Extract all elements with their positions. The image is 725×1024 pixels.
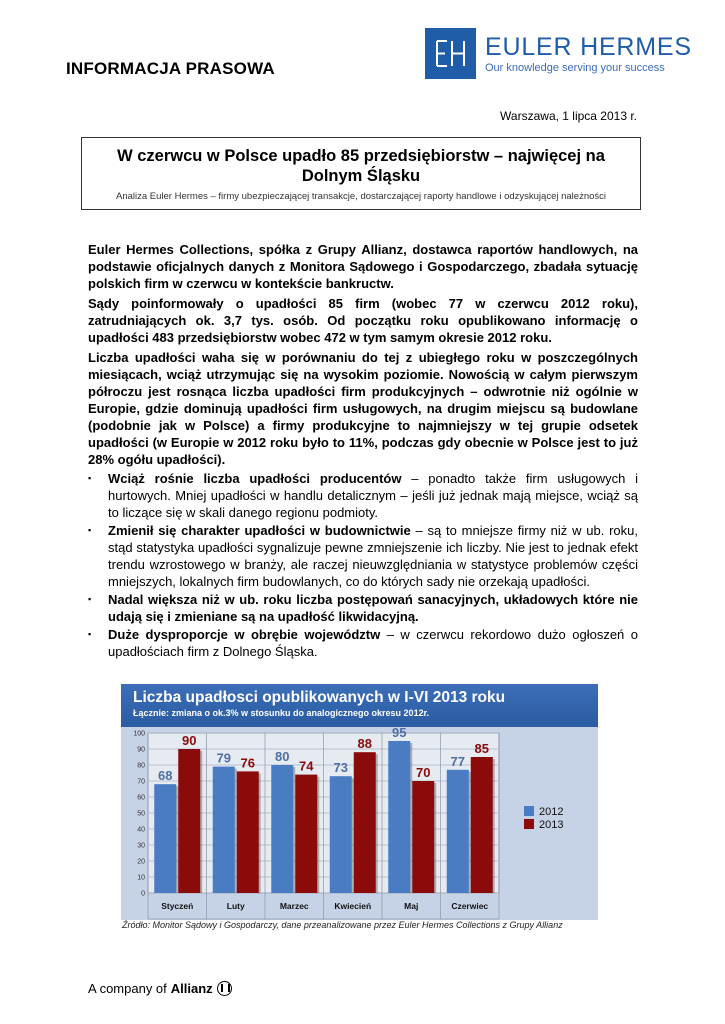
data-label: 74 xyxy=(299,758,314,774)
paragraph-stats: Sądy poinformowały o upadłości 85 firm (wobec 77 w czerwcu 2012 roku), zatrudniających ok. 3,7 tys. osób. Od początku roku opublikowano informację o upadłości 483 przedsiębiorstw wobec 472 w tym samym okresie 2012 roku. xyxy=(88,296,638,345)
bar-2013 xyxy=(237,771,259,893)
bankruptcy-chart xyxy=(121,684,598,920)
bar-2012 xyxy=(213,767,235,893)
y-tick-label: 60 xyxy=(137,794,145,802)
legend-label: 2012 xyxy=(539,806,564,818)
headline-box xyxy=(81,137,641,210)
list-item: ▪ Zmienił się charakter upadłości w budownictwie – są to mniejsze firmy niż w ub. roku, stąd statystyka upadłości sygnalizuje pewne zmniejszenie ich liczby. Nie jest to jednak efekt trendu wzrostowego w branży, ale raczej nieuwzględniania w statystyce problemów części mniejszych, lokalnych firm budowlanych, co do których sady nie orzekają upadłości. xyxy=(88,522,638,590)
y-tick-label: 50 xyxy=(137,810,145,818)
euler-hermes-logo xyxy=(425,28,692,79)
headline-subtitle: Analiza Euler Hermes – firmy ubezpieczającej transakcje, dostarczającej raporty handlowe i odzyskującej należności xyxy=(115,191,606,202)
paragraph-analysis: Liczba upadłości waha się w porównaniu do tej z ubiegłego roku w poszczególnych miesiącach, wciąż utrzymując się na wysokim poziomie. Nowością w całym pierwszym półroczu jest rosnąca liczba upadłości firm produkcyjnych – odwrotnie niż ogólnie w Europie, gdzie dominują upadłości firm usługowych, na drugim miejscu są budowlane (podobnie jak w Polsce) a firmy produkcyjne to najmniejszy w tej grupie odsetek upadłości (w Europie w 2012 roku było to 11%, podczas gdy obecnie w Polsce jest to już 28% ogółu upadłości). xyxy=(88,350,638,467)
bar-2012 xyxy=(154,784,176,893)
x-tick-label: Luty xyxy=(226,901,245,911)
eh-logo-mark-icon xyxy=(425,28,476,79)
key-points-list xyxy=(88,470,638,661)
chart-title: Liczba upadłosci opublikowanych w I-VI 2013 roku xyxy=(133,689,506,706)
allianz-logo-icon xyxy=(217,981,232,996)
bar-2012 xyxy=(271,765,293,893)
paragraph-intro: Euler Hermes Collections, spółka z Grupy Allianz, dostawca raportów handlowych, na podstawie oficjalnych danych z Monitora Sądowego i Gospodarczego, zbadała sytuację polskich firm w czerwcu w kontekście bankructw. xyxy=(88,242,638,291)
bar-2012 xyxy=(388,741,410,893)
source-note: Źródło: Monitor Sądowy i Gospodarczy, dane przeanalizowane przez Euler Hermes Collections z Grupy Allianz xyxy=(122,920,563,930)
data-label: 77 xyxy=(450,753,465,769)
list-item: ▪ Wciąż rośnie liczba upadłości producentów – ponadto także firm usługowych i hurtowych. Mniej upadłości w handlu detalicznym – jeśli już jednak mają miejsce, wciąż są to liczące się w skali danego regionu podmioty. xyxy=(88,470,638,521)
data-label: 76 xyxy=(240,755,255,771)
bar-2013 xyxy=(178,749,200,893)
x-tick-label: Marzec xyxy=(279,901,309,911)
logo-name: EULER HERMES xyxy=(485,32,692,61)
y-tick-label: 70 xyxy=(137,778,145,786)
y-tick-label: 0 xyxy=(141,890,145,898)
bar-2013 xyxy=(295,775,317,893)
list-item: ▪ Nadal większa niż w ub. roku liczba postępowań sanacyjnych, układowych które nie udają się i zmieniane są na upadłość likwidacyjną. xyxy=(88,591,638,625)
headline-title: W czerwcu w Polsce upadło 85 przedsiębiorstw – najwięcej na Dolnym Śląsku xyxy=(117,147,605,185)
bar-2012 xyxy=(330,776,352,893)
y-tick-label: 10 xyxy=(137,874,145,882)
x-tick-label: Styczeń xyxy=(161,901,194,911)
x-tick-label: Maj xyxy=(404,901,419,911)
release-date: Warszawa, 1 lipca 2013 r. xyxy=(500,109,637,123)
footer-prefix: A company of xyxy=(88,981,167,996)
chart-subtitle: Łącznie: zmiana o ok.3% w stosunku do analogicznego okresu 2012r. xyxy=(133,708,430,718)
data-label: 95 xyxy=(392,727,407,740)
legend-label: 2013 xyxy=(539,819,564,831)
y-tick-label: 40 xyxy=(137,826,145,834)
y-tick-label: 30 xyxy=(137,842,145,850)
data-label: 80 xyxy=(275,749,290,764)
bar-2012 xyxy=(447,770,469,893)
data-label: 70 xyxy=(416,765,431,780)
legend-swatch-2012 xyxy=(524,806,534,816)
chart-header xyxy=(121,684,598,727)
bar-2013 xyxy=(354,752,376,893)
footer-brand: Allianz xyxy=(170,981,213,996)
y-tick-label: 80 xyxy=(137,762,145,770)
y-tick-label: 20 xyxy=(137,858,145,866)
press-release-label: INFORMACJA PRASOWA xyxy=(66,59,275,78)
y-tick-label: 90 xyxy=(137,746,145,754)
data-label: 73 xyxy=(333,760,348,776)
data-label: 68 xyxy=(158,768,173,784)
list-item: ▪ Duże dysproporcje w obrębie województw – w czerwcu rekordowo dużo ogłoszeń o upadłościach firm z Dolnego Śląska. xyxy=(88,626,638,660)
legend-swatch-2013 xyxy=(524,819,534,829)
footer xyxy=(88,981,232,996)
bar-2013 xyxy=(412,781,434,893)
data-label: 85 xyxy=(474,741,489,756)
data-label: 79 xyxy=(216,750,231,766)
data-label: 90 xyxy=(182,733,197,748)
x-tick-label: Kwiecień xyxy=(334,901,372,911)
data-label: 88 xyxy=(357,736,372,752)
logo-tagline: Our knowledge serving your success xyxy=(485,61,665,74)
y-tick-label: 100 xyxy=(133,730,145,738)
chart-plot xyxy=(121,727,598,920)
bar-2013 xyxy=(471,757,493,893)
x-tick-label: Czerwiec xyxy=(451,901,489,911)
